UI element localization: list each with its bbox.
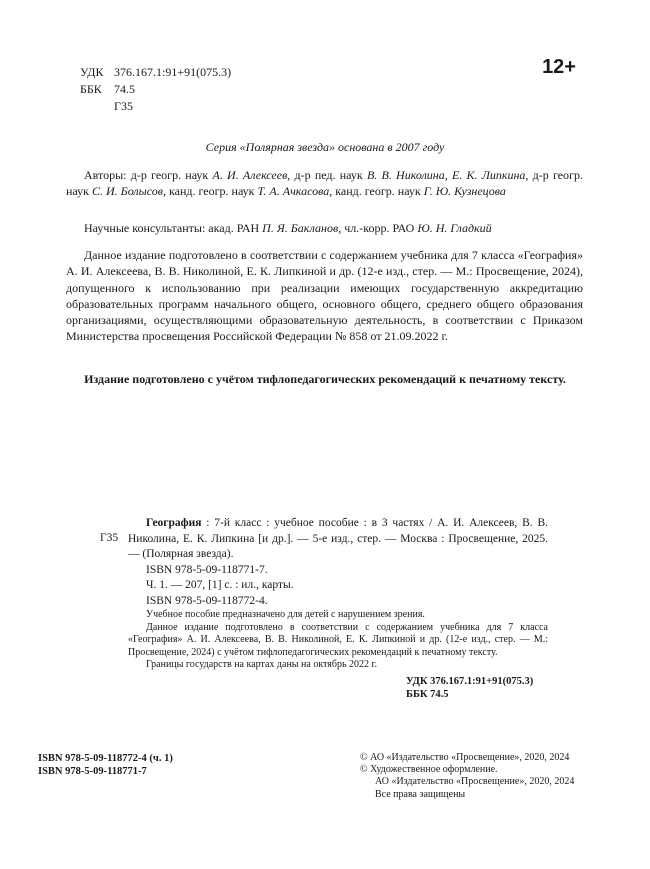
consultants-paragraph	[66, 220, 583, 236]
copyright-line: © АО «Издательство «Просвещение», 2020, 2024	[360, 752, 570, 763]
catalog-note-borders: Границы государств на картах даны на октябрь 2022 г.	[146, 659, 378, 671]
catalog-bbk: ББК 74.5	[406, 688, 449, 700]
author-sign-card: Г35	[100, 532, 119, 544]
catalog-entry	[128, 516, 548, 563]
copyright-line: © Художественное оформление.	[360, 764, 498, 776]
series-note: Серия «Полярная звезда» основана в 2007 году	[205, 140, 445, 154]
author-sign-top	[80, 98, 231, 115]
author-name: А. И. Алексеев,	[212, 168, 295, 182]
age-rating-badge: 12+	[542, 56, 576, 78]
consultants-text: Научные консультанты: акад. РАН	[84, 221, 263, 235]
consultant-name: Ю. Н. Гладкий	[417, 221, 492, 235]
bbk-value: 74.5	[114, 82, 135, 96]
catalog-note-edition: Данное издание подготовлено в соответствии с содержанием учебника для 7 класса «География» А. И. Алексеева, В. В. Николиной, Е. К. Липкиной и др. (12-е изд., стер. — М.: Просвещение, 2024) с учётом тифлопедагогических рекомендаций к печатному тексту.	[128, 621, 548, 658]
author-name: Г. Ю. Кузнецова	[423, 184, 506, 199]
authors-text: д-р геогр. наук	[66, 168, 583, 199]
author-name: С. И. Болысов,	[91, 184, 170, 199]
udk-value: 376.167.1:91+91(075.3)	[114, 65, 232, 79]
classification-block	[80, 64, 231, 115]
authors-text: канд. геогр. наук	[169, 184, 258, 199]
catalog-entry-rest: : 7-й класс : учебное пособие : в 3 частях / А. И. Алексеев, В. В. Николина, Е. К. Липкина [и др.]. — 5-е изд., стер. — Москва : Просвещение, 2025. — (Полярная звезда).	[128, 517, 548, 560]
authors-text: д-р пед. наук	[294, 168, 367, 182]
consultants-text: чл.-корр. РАО	[344, 221, 418, 235]
catalog-note-vision: Учебное пособие предназначено для детей с нарушением зрения.	[146, 609, 425, 620]
author-sign-top-value: Г35	[114, 99, 133, 113]
catalog-title: География	[146, 517, 202, 529]
catalog-card	[128, 516, 548, 701]
edition-note-paragraph: Данное издание подготовлено в соответствии с содержанием учебника для 7 класса «География» А. И. Алексеева, В. В. Николиной, Е. К. Липкиной и др. (12-е изд., стер. — М.: Просвещение, 2024), допущенного к использованию при реализации имеющих государственную аккредитацию образовательных программ начального общего, основного общего, среднего общего образования организациями, осуществляющими образовательную деятельность, в соответствии с Приказом Министерства просвещения Российской Федерации № 858 от 21.09.2022 г.	[66, 248, 583, 344]
bbk-line	[80, 81, 231, 98]
catalog-isbn-series: ISBN 978-5-09-118771-7.	[146, 563, 268, 576]
footer-copyright-block	[360, 752, 574, 801]
catalog-codes	[406, 675, 548, 701]
catalog-isbn-part: ISBN 978-5-09-118772-4.	[146, 594, 268, 607]
author-name: Т. А. Ачкасова,	[257, 184, 336, 199]
copyright-line: Все права защищены	[375, 788, 466, 800]
footer-isbn-series: ISBN 978-5-09-118771-7	[38, 766, 147, 777]
authors-paragraph	[66, 167, 583, 200]
udk-line	[80, 64, 231, 81]
consultant-name: П. Я. Бакланов,	[262, 221, 345, 235]
copyright-line: АО «Издательство «Просвещение», 2020, 2024	[375, 776, 575, 788]
catalog-part-line: Ч. 1. — 207, [1] с. : ил., карты.	[146, 579, 294, 591]
authors-text: Авторы: д-р геогр. наук	[84, 168, 213, 182]
author-name: В. В. Николина, Е. К. Липкина,	[366, 168, 533, 182]
catalog-udk: УДК 376.167.1:91+91(075.3)	[406, 675, 534, 687]
footer-isbn-part: ISBN 978-5-09-118772-4 (ч. 1)	[38, 753, 173, 764]
typhlo-note: Издание подготовлено с учётом тифлопедагогических рекомендаций к печатному тексту.	[84, 372, 566, 386]
footer-isbn-block	[38, 752, 173, 778]
bbk-label: ББК	[80, 82, 102, 96]
authors-text: канд. геогр. наук	[335, 184, 424, 199]
udk-label: УДК	[80, 65, 104, 79]
